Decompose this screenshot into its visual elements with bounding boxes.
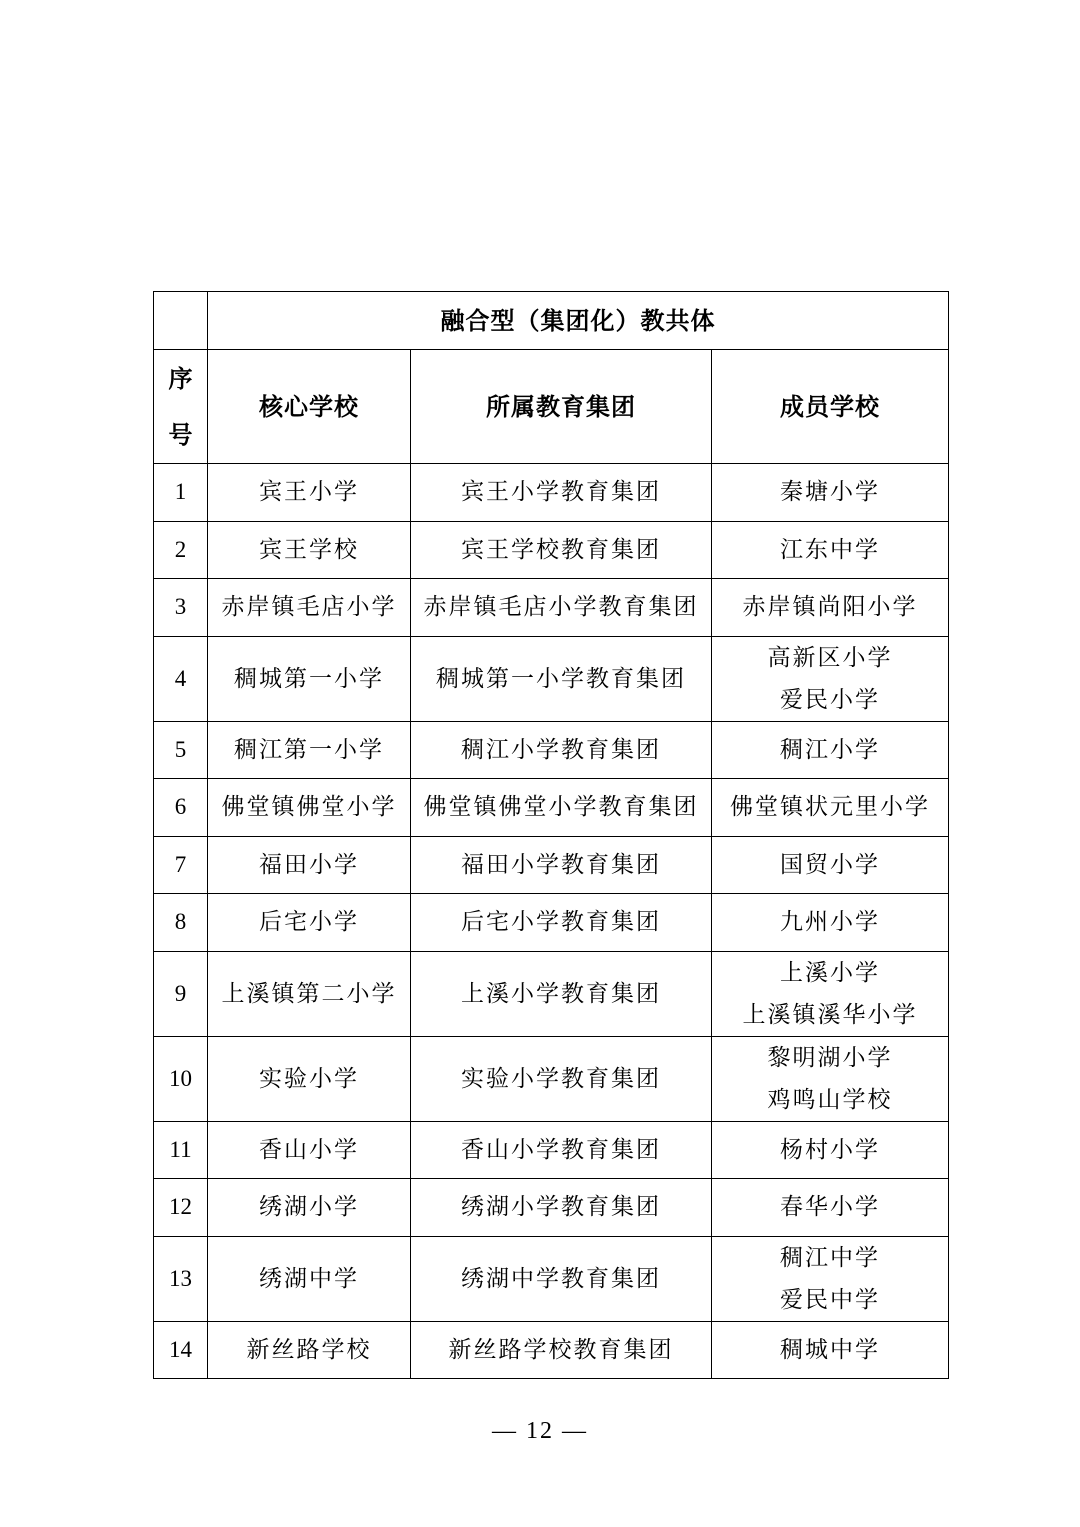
schools-table — [153, 291, 949, 1379]
table-row — [154, 521, 949, 579]
row-index: 6 — [154, 779, 208, 837]
member-school: 杨村小学 — [780, 1136, 880, 1163]
table-row — [154, 1121, 949, 1179]
core-school-cell: 实验小学 — [208, 1036, 411, 1121]
table-row — [154, 636, 949, 721]
table-row — [154, 1236, 949, 1321]
table-title: 融合型（集团化）教共体 — [208, 292, 949, 350]
education-group-cell: 宾王学校教育集团 — [411, 521, 712, 579]
core-school-cell: 后宅小学 — [208, 894, 411, 952]
row-index: 9 — [154, 951, 208, 1036]
core-school-cell: 赤岸镇毛店小学 — [208, 579, 411, 637]
table-row — [154, 1036, 949, 1121]
member-school: 鸡鸣山学校 — [767, 1086, 893, 1113]
member-schools-cell — [712, 721, 949, 779]
member-school: 秦塘小学 — [780, 479, 880, 506]
row-index: 8 — [154, 894, 208, 952]
member-schools-cell — [712, 636, 949, 721]
member-schools-cell — [712, 1121, 949, 1179]
header-member-schools: 成员学校 — [712, 350, 949, 464]
member-school: 爱民小学 — [780, 686, 880, 713]
education-group-cell: 香山小学教育集团 — [411, 1121, 712, 1179]
member-schools-cell — [712, 1236, 949, 1321]
core-school-cell: 绣湖小学 — [208, 1179, 411, 1237]
page-number: — 12 — — [492, 1418, 588, 1444]
member-school: 国贸小学 — [780, 851, 880, 878]
education-group-cell: 绣湖中学教育集团 — [411, 1236, 712, 1321]
header-core-school: 核心学校 — [208, 350, 411, 464]
core-school-cell: 稠江第一小学 — [208, 721, 411, 779]
member-school: 九州小学 — [780, 909, 880, 936]
member-schools-cell — [712, 951, 949, 1036]
member-school: 佛堂镇状元里小学 — [730, 794, 930, 821]
table-row — [154, 951, 949, 1036]
row-index: 10 — [154, 1036, 208, 1121]
table-row — [154, 894, 949, 952]
row-index: 5 — [154, 721, 208, 779]
row-index: 2 — [154, 521, 208, 579]
row-index: 1 — [154, 464, 208, 522]
education-group-cell: 佛堂镇佛堂小学教育集团 — [411, 779, 712, 837]
core-school-cell: 上溪镇第二小学 — [208, 951, 411, 1036]
member-school: 稠江中学 — [780, 1244, 880, 1271]
member-school: 赤岸镇尚阳小学 — [742, 594, 918, 621]
table-row — [154, 721, 949, 779]
table-header-row — [154, 350, 949, 464]
member-school: 江东中学 — [780, 536, 880, 563]
member-school: 春华小学 — [780, 1194, 880, 1221]
core-school-cell: 宾王学校 — [208, 521, 411, 579]
member-schools-cell — [712, 836, 949, 894]
header-index-line-1: 序 — [168, 364, 193, 393]
row-index: 7 — [154, 836, 208, 894]
member-school: 爱民中学 — [780, 1286, 880, 1313]
row-index: 12 — [154, 1179, 208, 1237]
education-group-cell: 后宅小学教育集团 — [411, 894, 712, 952]
member-school: 上溪镇溪华小学 — [742, 1001, 918, 1028]
education-group-cell: 新丝路学校教育集团 — [411, 1321, 712, 1379]
education-group-cell: 赤岸镇毛店小学教育集团 — [411, 579, 712, 637]
member-schools-cell — [712, 1036, 949, 1121]
header-index-line-2: 号 — [168, 420, 193, 449]
education-group-cell: 上溪小学教育集团 — [411, 951, 712, 1036]
core-school-cell: 新丝路学校 — [208, 1321, 411, 1379]
member-schools-cell — [712, 464, 949, 522]
member-schools-cell — [712, 521, 949, 579]
member-school: 稠江小学 — [780, 736, 880, 763]
member-schools-cell — [712, 1321, 949, 1379]
core-school-cell: 佛堂镇佛堂小学 — [208, 779, 411, 837]
table-row — [154, 779, 949, 837]
core-school-cell: 香山小学 — [208, 1121, 411, 1179]
member-schools-cell — [712, 779, 949, 837]
education-group-cell: 宾王小学教育集团 — [411, 464, 712, 522]
header-education-group: 所属教育集团 — [411, 350, 712, 464]
row-index: 14 — [154, 1321, 208, 1379]
table-row — [154, 579, 949, 637]
member-school: 高新区小学 — [767, 644, 893, 671]
education-group-cell: 绣湖小学教育集团 — [411, 1179, 712, 1237]
core-school-cell: 福田小学 — [208, 836, 411, 894]
education-group-cell: 稠城第一小学教育集团 — [411, 636, 712, 721]
table-row — [154, 464, 949, 522]
education-group-cell: 实验小学教育集团 — [411, 1036, 712, 1121]
education-group-cell: 福田小学教育集团 — [411, 836, 712, 894]
row-index: 3 — [154, 579, 208, 637]
row-index: 11 — [154, 1121, 208, 1179]
core-school-cell: 绣湖中学 — [208, 1236, 411, 1321]
member-school: 黎明湖小学 — [767, 1044, 893, 1071]
table-row — [154, 836, 949, 894]
member-school: 稠城中学 — [780, 1336, 880, 1363]
row-index: 4 — [154, 636, 208, 721]
core-school-cell: 稠城第一小学 — [208, 636, 411, 721]
member-schools-cell — [712, 579, 949, 637]
education-group-cell: 稠江小学教育集团 — [411, 721, 712, 779]
row-index: 13 — [154, 1236, 208, 1321]
table-row — [154, 1179, 949, 1237]
table-row — [154, 1321, 949, 1379]
core-school-cell: 宾王小学 — [208, 464, 411, 522]
header-index — [154, 350, 208, 464]
empty-corner-cell — [154, 292, 208, 350]
member-schools-cell — [712, 894, 949, 952]
member-school: 上溪小学 — [780, 959, 880, 986]
table-title-row — [154, 292, 949, 350]
member-schools-cell — [712, 1179, 949, 1237]
